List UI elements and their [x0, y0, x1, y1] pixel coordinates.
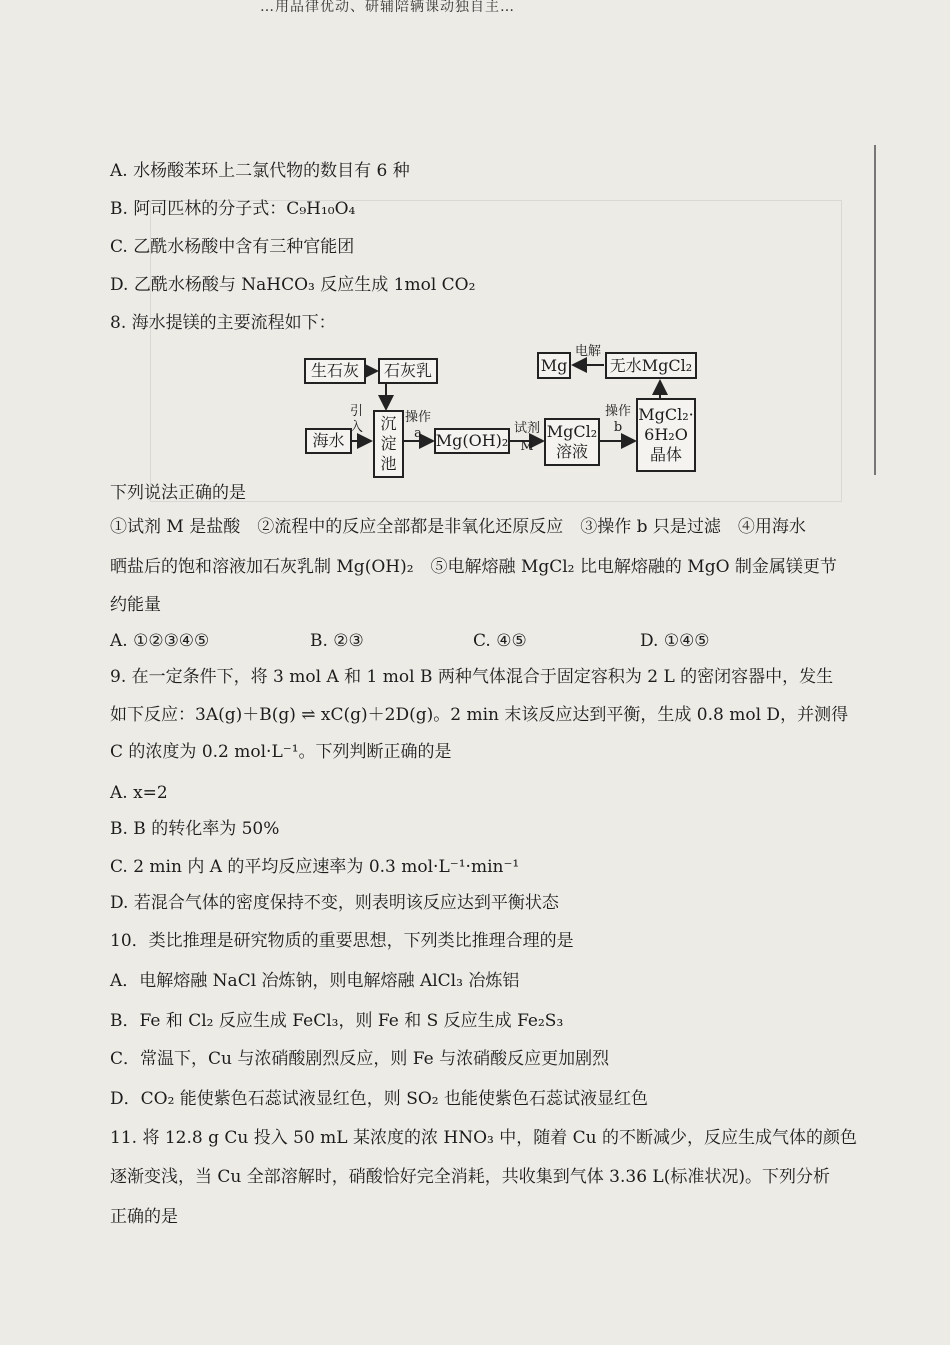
q8-question: 下列说法正确的是	[110, 483, 246, 503]
q9-option-d: D. 若混合气体的密度保持不变，则表明该反应达到平衡状态	[110, 893, 559, 913]
q11-line2: 逐渐变浅，当 Cu 全部溶解时，硝酸恰好完全消耗，共收集到气体 3.36 L(标准状况)。下列分析	[110, 1167, 830, 1187]
flow-box-seawater: 海水	[305, 428, 352, 454]
q10-stem: 10．类比推理是研究物质的重要思想，下列类比推理合理的是	[110, 931, 574, 951]
q10-option-c: C．常温下，Cu 与浓硝酸剧烈反应，则 Fe 与浓硝酸反应更加剧烈	[110, 1049, 610, 1069]
flow-box-quicklime: 生石灰	[304, 358, 366, 384]
q7-option-c: C. 乙酰水杨酸中含有三种官能团	[110, 237, 355, 257]
flow-box-mg-oh2: Mg(OH)₂	[434, 428, 510, 454]
q9-option-a: A. x=2	[110, 783, 168, 803]
q10-option-d: D．CO₂ 能使紫色石蕊试液显红色，则 SO₂ 也能使紫色石蕊试液显红色	[110, 1089, 648, 1109]
flow-label-operation-a: 操作 a	[404, 410, 431, 441]
header-strip: …用品律优动、研辅陪辆课动独自主…	[260, 0, 515, 14]
q7-option-b: B. 阿司匹林的分子式：C₉H₁₀O₄	[110, 199, 356, 219]
flow-box-settling-tank: 沉 淀 池	[373, 410, 404, 478]
q9-option-b: B. B 的转化率为 50%	[110, 819, 280, 839]
flow-box-mgcl2-crystal: MgCl₂· 6H₂O 晶体	[636, 398, 696, 472]
flow-label-introduce: 引 入	[350, 404, 364, 435]
q11-line1: 11. 将 12.8 g Cu 投入 50 mL 某浓度的浓 HNO₃ 中，随着 Cu 的不断减少，反应生成气体的颜色	[110, 1128, 858, 1148]
flow-box-anhydrous-mgcl2: 无水MgCl₂	[605, 352, 697, 379]
flow-label-operation-b: 操作 b	[604, 404, 631, 435]
q8-options	[110, 630, 860, 652]
q9-line2: 如下反应：3A(g)＋B(g) ⇌ xC(g)＋2D(g)。2 min 末该反应达到平衡，生成 0.8 mol D，并测得	[110, 705, 849, 725]
q7-option-d: D. 乙酰水杨酸与 NaHCO₃ 反应生成 1mol CO₂	[110, 275, 476, 295]
q10-option-a: A．电解熔融 NaCl 冶炼钠，则电解熔融 AlCl₃ 冶炼铝	[110, 971, 520, 991]
flow-box-lime-milk: 石灰乳	[378, 358, 438, 384]
q8-option-d: D. ①④⑤	[640, 631, 710, 651]
q9-line3: C 的浓度为 0.2 mol·L⁻¹。下列判断正确的是	[110, 742, 452, 762]
flow-box-mg: Mg	[537, 352, 571, 379]
q8-statements-line2: 晒盐后的饱和溶液加石灰乳制 Mg(OH)₂ ⑤电解熔融 MgCl₂ 比电解熔融的 MgO 制金属镁更节	[110, 557, 837, 577]
q10-option-b: B．Fe 和 Cl₂ 反应生成 FeCl₃，则 Fe 和 S 反应生成 Fe₂S₃	[110, 1011, 564, 1031]
flow-box-mgcl2-solution: MgCl₂ 溶液	[544, 418, 600, 466]
q8-option-b: B. ②③	[310, 631, 364, 651]
q8-statements-line1: ①试剂 M 是盐酸 ②流程中的反应全部都是非氧化还原反应 ③操作 b 只是过滤 ④用海水	[110, 517, 806, 537]
flow-label-electrolysis: 电解	[574, 344, 601, 359]
q9-line1: 9. 在一定条件下，将 3 mol A 和 1 mol B 两种气体混合于固定容积为 2 L 的密闭容器中，发生	[110, 667, 834, 687]
q11-line3: 正确的是	[110, 1207, 178, 1227]
q8-stem: 8. 海水提镁的主要流程如下：	[110, 313, 336, 333]
q9-option-c: C. 2 min 内 A 的平均反应速率为 0.3 mol·L⁻¹·min⁻¹	[110, 857, 520, 877]
q8-option-a: A. ①②③④⑤	[110, 631, 210, 651]
q7-option-a: A. 水杨酸苯环上二氯代物的数目有 6 种	[110, 161, 410, 181]
q8-statements-line3: 约能量	[110, 595, 161, 615]
flow-arrows	[0, 0, 950, 500]
flow-label-reagent-m: 试剂 M	[513, 421, 540, 454]
q8-option-c: C. ④⑤	[473, 631, 527, 651]
